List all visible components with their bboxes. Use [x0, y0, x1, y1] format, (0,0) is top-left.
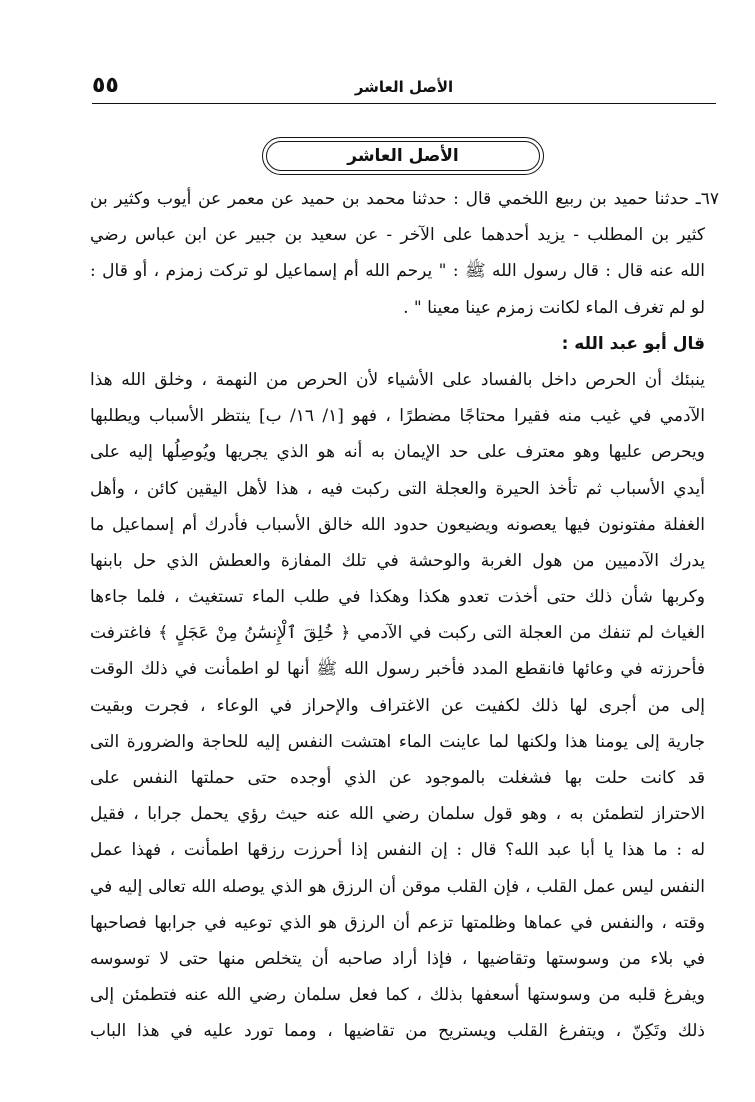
text-line: ٦٧ـ حدثنا حميد بن ربيع اللخمي قال : حدثنا محمد بن حميد عن معمر عن أيوب وكثير بن — [90, 189, 719, 209]
text-line: الله عنه قال : قال رسول الله ﷺ : " يرحم الله أم إسماعيل لو تركت زمزم ، أو قال : — [90, 261, 705, 282]
text-line: وكربها شأن ذلك حتى أخذت تعدو هكذا وهكذا في طلب الماء تستغيث ، فلما جاءها — [90, 587, 705, 608]
section-heading: قال أبو عبد الله : — [561, 333, 705, 354]
text-line: فأحرزته في وعائها فانقطع المدد فأخبر رسول الله ﷺ أنها لو اطمأنت في ذلك الوقت — [90, 659, 705, 680]
chapter-title-frame — [262, 137, 544, 175]
text-line: ويحرص عليها وهو معترف على حد الإيمان به أنه هو الذي يجريها ويُوصِلُها إليه على — [90, 442, 705, 463]
header-rule — [92, 103, 716, 104]
text-line: جارية إلى يومنا هذا ولكنها لما عاينت الماء اهتشت النفس إليه للحاجة والضرورة التى — [90, 731, 705, 752]
text-line: أيدي الأسباب ثم تأخذ الحيرة والعجلة التى ركبت فيه ، هذا لأهل اليقين كائن ، وأهل — [90, 478, 705, 499]
text-line: الاحتراز لتطمئن به ، وهو قول سلمان رضي الله عنه حيث رؤي يحمل جرابا ، فقيل — [90, 804, 705, 825]
text-line: ذلك وتَكِنّ ، ويتفرغ القلب ويستريح من تقاضيها ، ومما تورد عليه في هذا الباب — [90, 1021, 705, 1042]
text-line: لو لم تغرف الماء لكانت زمزم عينا معينا " . — [403, 297, 705, 318]
text-line: ينبئك أن الحرص داخل بالفساد على الأشياء لأن الحرص من النهمة ، وخلق الله هذا — [90, 369, 705, 390]
text-line: كثير بن المطلب - يزيد أحدهما على الآخر - عن سعيد بن جبير عن ابن عباس رضي — [90, 225, 705, 246]
text-line: يدرك الآدميين من هول الغربة والوحشة في تلك المفازة والعطش الذي حل بابنها — [90, 550, 705, 571]
text-line: وقته ، والنفس في عماها وظلمتها تزعم أن الرزق هو الذي توعيه في جرابها فصاحبها — [90, 912, 705, 933]
text-line: إلى من أجرى لها ذلك لكفيت عن الاغتراف والإحراز في الوعاء ، فجرت وبقيت — [90, 695, 705, 716]
text-line: الآدمي في غيب منه فقيرا محتاجًا مضطرًا ، فهو [١/ ١٦/ ب] ينتظر الأسباب ويطلبها — [90, 406, 705, 427]
text-line: في بلاء من وسوستها وتقاضيها ، فإذا أراد صاحبه أن يتخلص منها حتى لا توسوسه — [90, 948, 705, 969]
text-line: ويفرغ قلبه من وسوستها أسعفها بذلك ، كما فعل سلمان رضي الله عنه فتطمئن إلى — [90, 985, 705, 1006]
chapter-title: الأصل العاشر — [347, 146, 459, 166]
text-line: قد كانت حلت بها فشغلت بالموجود عن الذي أوجده حتى حملتها النفس على — [90, 768, 705, 788]
text-line: له : ما هذا يا أبا عبد الله؟ قال : إن النفس إذا أحرزت رزقها اطمأنت ، فهذا عمل — [90, 840, 705, 861]
running-title: الأصل العاشر — [354, 78, 454, 96]
page-number: ٥٥ — [92, 73, 119, 98]
text-line: الغياث لم تنفك من العجلة التى ركبت في الآدمي ﴿ خُلِقَ ٱلْإِنسَٰنُ مِنْ عَجَلٍ ﴾ فاغترفت — [90, 623, 705, 644]
text-line: الغفلة مفتونون فيها يعصونه ويضيعون حدود الله خالق الأسباب فأدرك أم إسماعيل ما — [90, 514, 705, 535]
body-text — [90, 181, 719, 1050]
text-line: النفس ليس عمل القلب ، فإن القلب موقن أن الرزق هو الذي يوصله الله تعالى إليه في — [90, 876, 705, 897]
page-header — [92, 74, 716, 102]
